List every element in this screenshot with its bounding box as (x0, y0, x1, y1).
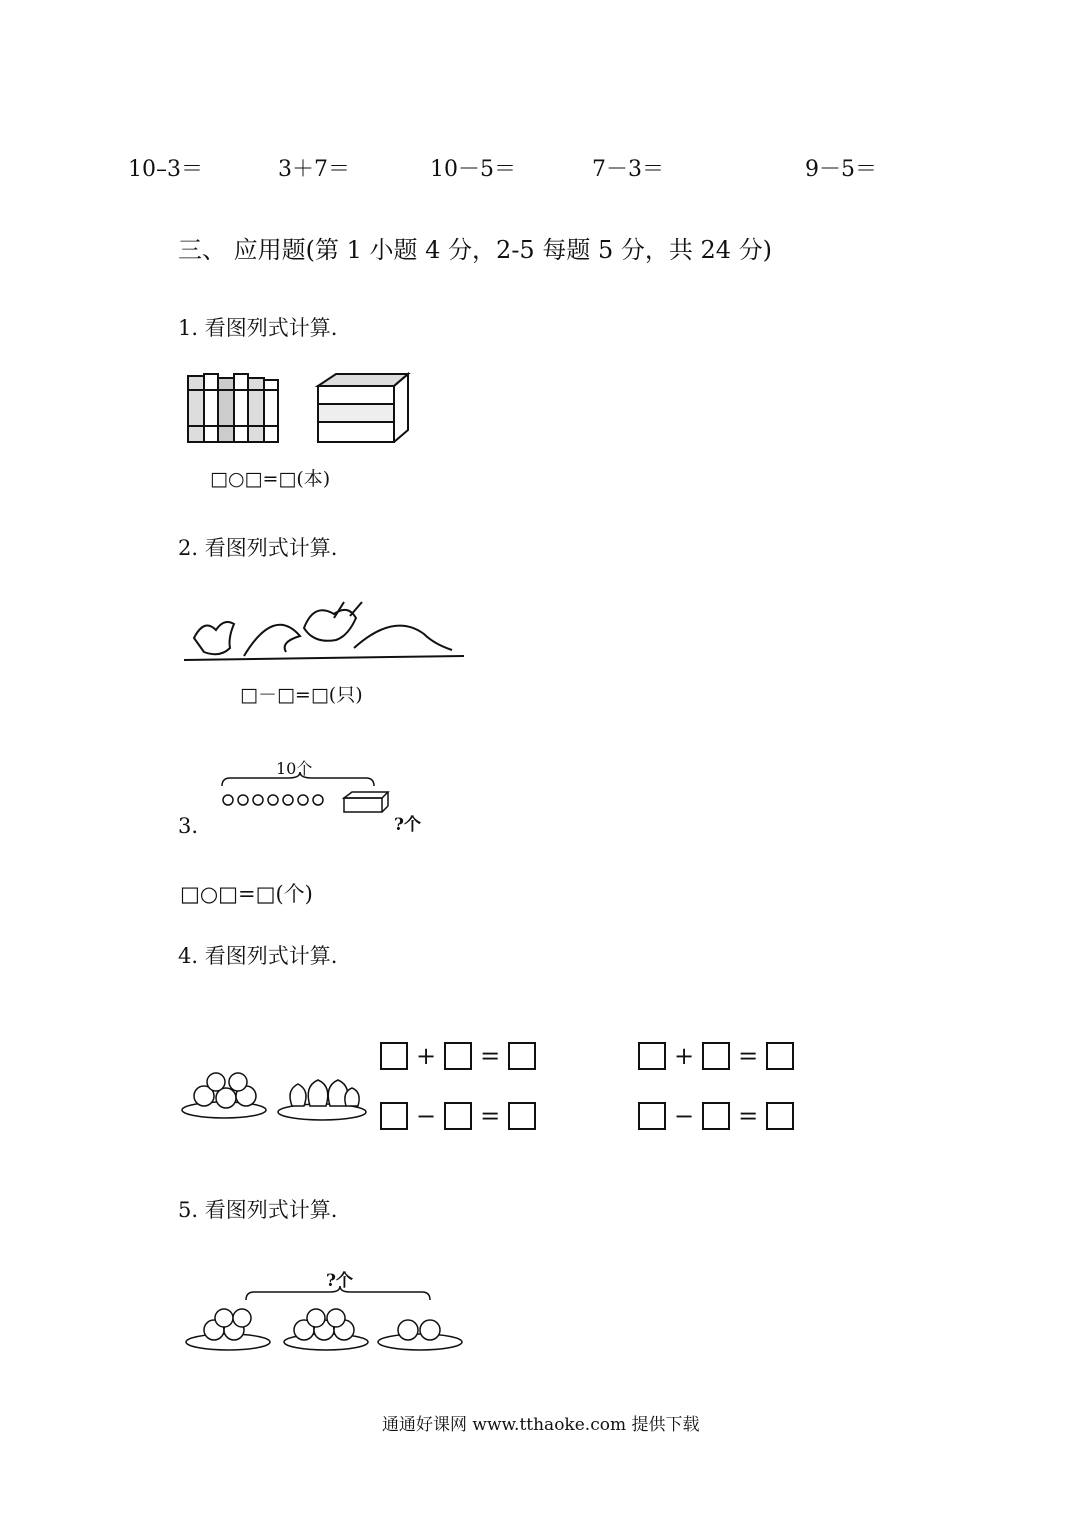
equals-sign: = (738, 1042, 759, 1070)
question-1-label: 1. 看图列式计算. (178, 316, 338, 340)
q4-formula-2 (638, 1042, 794, 1070)
question-2-label: 2. 看图列式计算. (178, 536, 338, 560)
question-5-label: 5. 看图列式计算. (178, 1198, 338, 1222)
question-3-formula: □○□=□(个) (180, 882, 313, 906)
books-illustration (180, 370, 410, 450)
plus-sign: + (416, 1042, 437, 1070)
answer-box[interactable] (702, 1102, 730, 1130)
equation-4: 7－3＝ (592, 157, 664, 182)
answer-box[interactable] (444, 1042, 472, 1070)
apple-plates-illustration (184, 1284, 469, 1360)
answer-box[interactable] (380, 1042, 408, 1070)
bracket-10 (222, 772, 374, 786)
answer-box[interactable] (638, 1102, 666, 1130)
question-3-bracket-label: 10个 (276, 759, 313, 778)
question-3-question-label: ?个 (394, 815, 421, 835)
plus-sign: + (674, 1042, 695, 1070)
equals-sign: = (480, 1102, 501, 1130)
question-1-formula: □○□=□(本) (210, 468, 331, 490)
answer-box[interactable] (766, 1042, 794, 1070)
bracket-question (246, 1286, 430, 1300)
fruit-plates-illustration (180, 1066, 375, 1126)
answer-box[interactable] (444, 1102, 472, 1130)
answer-box[interactable] (508, 1102, 536, 1130)
minus-sign: − (674, 1102, 695, 1130)
equation-3: 10－5＝ (430, 157, 516, 182)
answer-box[interactable] (638, 1042, 666, 1070)
equation-2: 3＋7＝ (278, 157, 350, 182)
squirrels-illustration (184, 598, 469, 668)
question-2-formula: □－□=□(只) (240, 684, 363, 706)
question-3-number: 3. (178, 814, 199, 838)
minus-sign: − (416, 1102, 437, 1130)
answer-box[interactable] (766, 1102, 794, 1130)
q4-formula-4 (638, 1102, 794, 1130)
equation-1: 10–3＝ (128, 157, 203, 182)
section-title: 三、 应用题(第 1 小题 4 分，2-5 每题 5 分，共 24 分) (178, 236, 773, 264)
equation-5: 9－5＝ (805, 157, 877, 182)
footer-text: 通通好课网 www.tthaoke.com 提供下载 (382, 1415, 700, 1435)
answer-box[interactable] (380, 1102, 408, 1130)
equals-sign: = (738, 1102, 759, 1130)
answer-box[interactable] (508, 1042, 536, 1070)
q4-formula-1 (380, 1042, 536, 1070)
question-3-diagram (218, 770, 398, 826)
equals-sign: = (480, 1042, 501, 1070)
q4-formula-3 (380, 1102, 536, 1130)
question-5-bracket-label: ?个 (326, 1271, 353, 1291)
answer-box[interactable] (702, 1042, 730, 1070)
question-4-label: 4. 看图列式计算. (178, 944, 338, 968)
